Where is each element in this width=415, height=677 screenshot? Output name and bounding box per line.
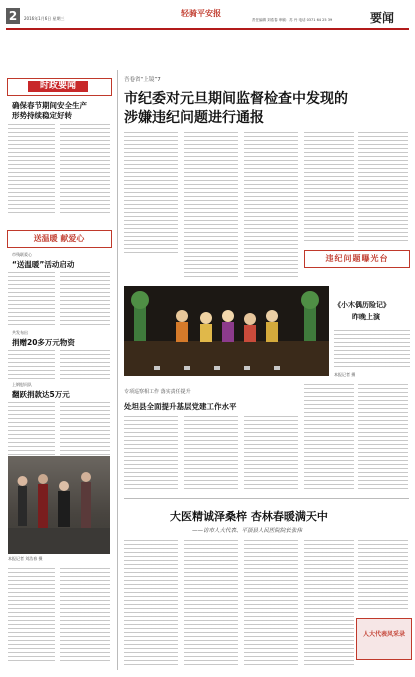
third-story-divider <box>124 498 409 499</box>
story2-kicker: 市残联爱心 <box>12 252 32 257</box>
newspaper-logo: 轻骑平安报 <box>181 9 221 18</box>
story1-body-left <box>8 124 55 216</box>
story4-body-left <box>8 402 55 456</box>
story3-title: 捐赠20多万元物资 <box>12 338 75 347</box>
third-body-col2 <box>184 540 238 668</box>
warmth-box <box>7 230 112 248</box>
info-line: 责任编辑 刘浩春 审稿：苏 丹 电话 0371 64 25 39 <box>252 18 333 22</box>
politics-news-box <box>7 78 112 96</box>
column-divider <box>117 70 118 670</box>
second-kicker: 专项巡察相工作 落实责任提升 <box>124 389 191 395</box>
main-body-col2 <box>184 132 238 277</box>
second-body-col5 <box>358 384 408 492</box>
second-headline: 处坦县全面提升基层党建工作水平 <box>124 402 237 411</box>
street-photo-caption: 本报记者 刘浩春 摄 <box>8 556 43 561</box>
third-body-col3 <box>244 540 298 668</box>
third-subhead: ——访市人大代表、平顶县人民医院院长张伟 <box>192 528 303 534</box>
main-kicker: 吾卷省“上镜”7 <box>124 77 161 83</box>
third-body-col4 <box>304 540 354 668</box>
page-number: 2 <box>6 8 20 24</box>
story4-title: 翻跃捐款达5万元 <box>12 390 70 399</box>
deputy-banner-box <box>356 618 412 660</box>
main-body-col1 <box>124 132 178 254</box>
third-headline: 大医精诚泽桑梓 杏林春暖满天中 <box>170 510 328 523</box>
story3-kicker: 共发布出 <box>12 330 28 335</box>
story2-body-left <box>8 272 55 328</box>
story5-body-left <box>8 568 55 664</box>
left-column <box>6 68 113 668</box>
third-body-col5 <box>358 540 408 610</box>
street-photo <box>8 456 110 554</box>
deputy-banner: 人大代表风采录 <box>362 631 405 638</box>
story3-body-left <box>8 350 55 380</box>
second-body-col3 <box>244 416 298 492</box>
date-line: 2016年1月6日 星期三 <box>24 16 65 21</box>
main-headline-line2: 涉嫌违纪问题进行通报 <box>124 110 264 126</box>
main-body-col4 <box>304 132 354 244</box>
violation-banner-box <box>304 250 410 268</box>
story5-body-right <box>60 568 110 664</box>
street-photo-people-icon <box>8 456 110 554</box>
puppet-title-line1: 《小木偶历险记》 <box>334 301 390 309</box>
main-headline-line1: 市纪委对元旦期间监督检查中发现的 <box>124 91 348 107</box>
story4-body-right <box>60 402 110 456</box>
second-body-col1 <box>124 416 178 492</box>
politics-news-banner: 时政要闻 <box>28 81 88 92</box>
puppet-title-line2: 昨晚上演 <box>352 313 380 321</box>
main-body-col3 <box>244 132 298 277</box>
stage-scene-icon <box>124 286 329 376</box>
story1-title-line1: 确保春节期间安全生产 <box>12 101 87 110</box>
puppet-caption-text <box>334 330 410 370</box>
second-body-col4 <box>304 384 354 492</box>
puppet-show-photo <box>124 286 329 376</box>
second-body-col2 <box>184 416 238 492</box>
main-body-col5 <box>358 132 408 244</box>
section-title: 要闻 <box>370 11 395 25</box>
story1-body-right <box>60 124 110 216</box>
third-body-col1 <box>124 540 178 668</box>
page-header <box>6 6 409 30</box>
story2-body-right <box>60 272 110 328</box>
puppet-caption: 本报记者 摄 <box>334 372 356 377</box>
violation-banner: 违纪问题曝光台 <box>325 254 389 263</box>
story2-title: “送温暖”活动启动 <box>12 260 75 269</box>
warmth-banner: 送温暖 献爱心 <box>33 234 85 243</box>
story4-kicker: 上钢慰问队 <box>12 382 32 387</box>
story3-body-right <box>60 350 110 380</box>
story1-title-line2: 形势持续稳定好转 <box>12 111 72 120</box>
